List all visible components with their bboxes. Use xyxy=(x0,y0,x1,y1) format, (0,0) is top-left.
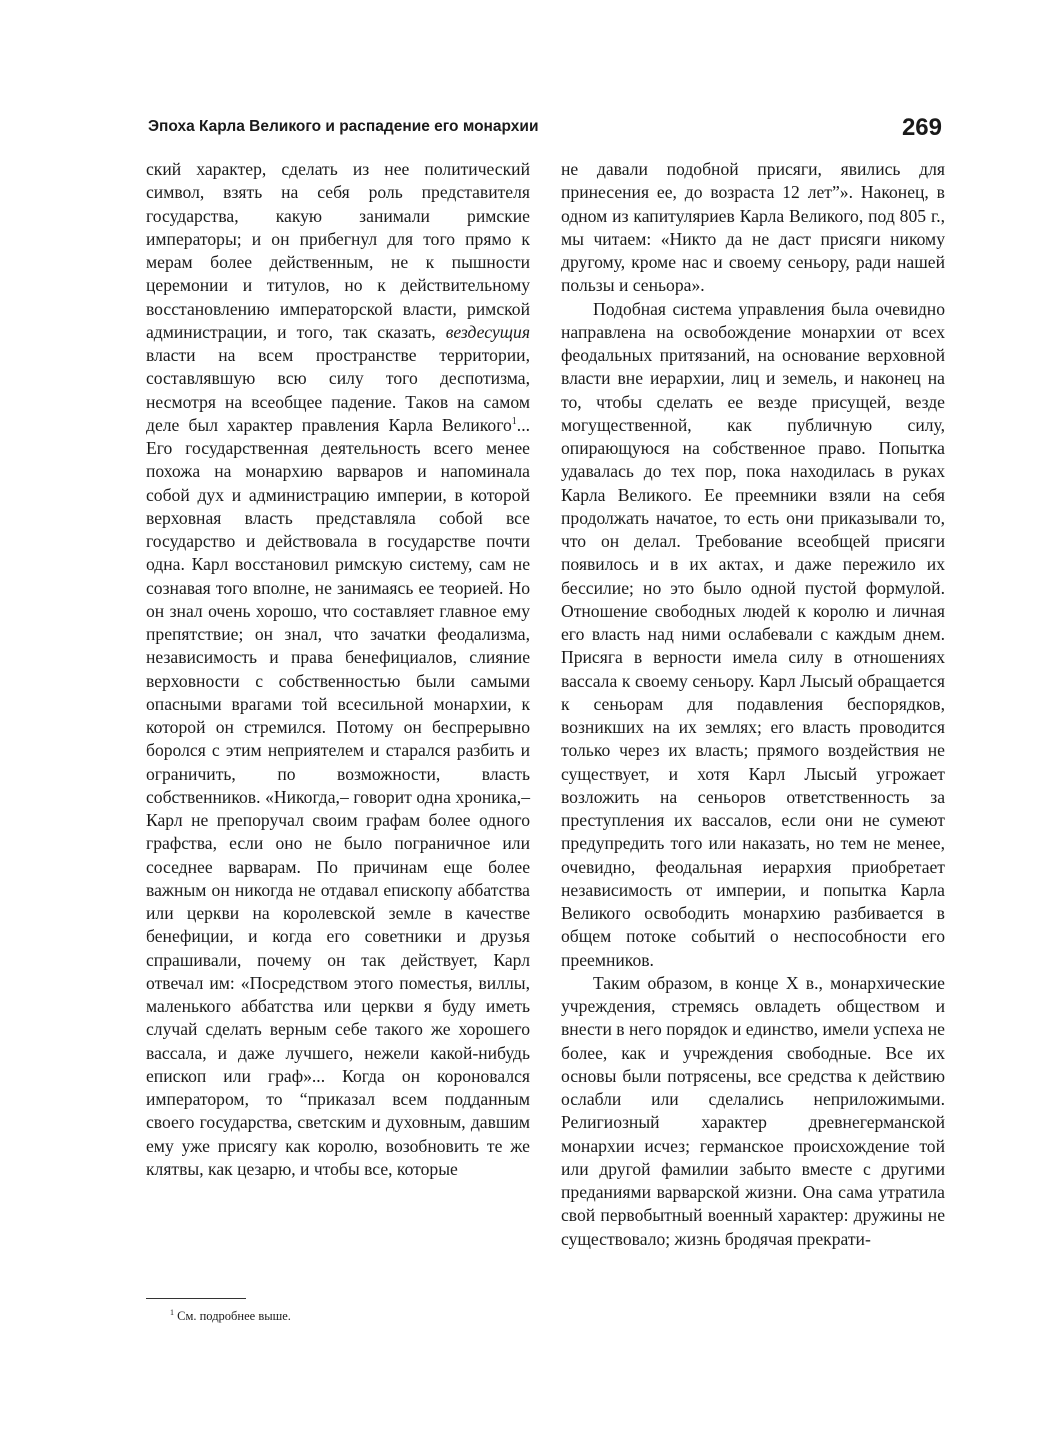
right-paragraph-2: Подобная система управления была очевидно направлена на освобождение монархии от всех феодальных притязаний, на основание верховной власти вне иерархии, лиц и земель, и наконец на то, чтобы сделать ее везде присущей, везде могущественной, как публичную силу, опирающуюся на собственное право. Попытка удавалась до тех пор, пока находилась в руках Карла Великого. Ее преемники взяли на себя продолжать начатое, то есть они приказывали то, что он делал. Требование всеобщей присяги появилось и в их актах, и даже пережило их бессилие; но это было одной пустой формулой. Отношение свободных людей к королю и личная его власть над ними ослабевали с каждым днем. Присяга в верности имела силу в отношениях вассала к своему сеньору. Карл Лысый обращается к сеньорам для подавления беспорядков, возникших на их землях; его власть проводится только через их власть; прямого воздействия не существует, и хотя Карл Лысый угрожает возложить на сеньоров ответственность за преступления их вассалов, если они не сумеют предупредить того или наказать, но тем не менее, очевидно, феодальная иерархия приобретает независимость от империи, и попытка Карла Великого освободить монархию разбивается в общем потоке событий о неспособности его преемников. xyxy=(561,298,945,970)
right-paragraph-3: Таким образом, в конце X в., монархические учреждения, стремясь овладеть обществом и внести в него порядок и единство, имели успеха не более, как и учреждения свободные. Все их основы были потрясены, все средства к действию ослабли или сделались неприложимыми. Религиозный характер древнегерманской монархии исчез; германское происхождение той или другой фамилии забыто вместе с другими преданиями варварской жизни. Она сама утратила свой первобытный военный характер: дружины не существовало; жизнь бродячая прекрати- xyxy=(561,972,945,1249)
italic-word: вездесущия xyxy=(445,321,530,342)
left-paragraph-1 xyxy=(146,158,530,1181)
right-paragraph-1: не давали подобной присяги, явились для принесения ее, до возраста 12 лет”». Наконец, в одном из капитуляриев Карла Великого, под 805 г., мы читаем: «Никто да не даст присяги никому другому, кроме нас и своему сеньору, ради нашей пользы и сеньора». xyxy=(561,159,945,296)
left-column xyxy=(146,158,530,1181)
footnote-text: См. подробнее выше. xyxy=(174,1309,291,1323)
running-title: Эпоха Карла Великого и распадение его монархии xyxy=(148,118,539,135)
left-text-c: ... Его государственная деятельность всего менее похожа на монархию варваров и напоминала собой дух и администрацию империи, в которой верховная власть представляла собой все государство и действовала в государстве почти одна. Карл восстановил римскую систему, сам не сознавая того вполне, не занимаясь ее теорией. Но он знал очень хорошо, что составляет главное ему препятствие; он знал, что зачатки феодализма, независимость и права бенефициалов, слияние верховности с собственностью были самыми опасными врагами той всесильной монархии, к которой он стремился. Потому он беспрерывно боролся с этим неприятелем и старался разбить и ограничить, по возможности, власть собственников. «Никогда,– говорит одна хроника,– Карл не препоручал своим графам более одного графства, если оно не было пограничное или соседнее варварам. По причинам еще более важным он никогда не отдавал епископу аббатства или церкви на королевской земле в качестве бенефиции, и когда его советники и друзья спрашивали, почему он так действует, Карл отвечал им: «Посредством этого поместья, виллы, маленького аббатства или церкви я буду иметь случай сделать верным себе такого же хорошего вассала, и даже лучшего, нежели какой-нибудь епископ или граф»... Когда он короновался императором, то “приказал всем подданным своего государства, светским и духовным, давшим ему уже присягу как королю, возобновить те же клятвы, как цезарю, и чтобы все, которые xyxy=(146,414,530,1179)
footnote-divider xyxy=(146,1298,246,1299)
page-number: 269 xyxy=(901,114,942,141)
right-column xyxy=(561,158,945,1251)
left-text-a: ский характер, сделать из нее политический символ, взять на себя роль представителя государства, какую занимали римские императоры; и он прибегнул для того прямо к мерам более действенным, не к пышности церемонии и титулов, но к действительному восстановлению императорской власти, римской администрации, и того, так сказать, xyxy=(146,159,530,342)
footnote-marker: 1 xyxy=(170,1307,174,1317)
footnote-reference: 1 xyxy=(511,415,517,427)
left-text-b: власти на всем пространстве территории, составлявшую всю силу того деспотизма, несмотря на всеобщее падение. Таков на самом деле был характер правления Карла Великого xyxy=(146,345,530,435)
footnote xyxy=(170,1308,291,1324)
